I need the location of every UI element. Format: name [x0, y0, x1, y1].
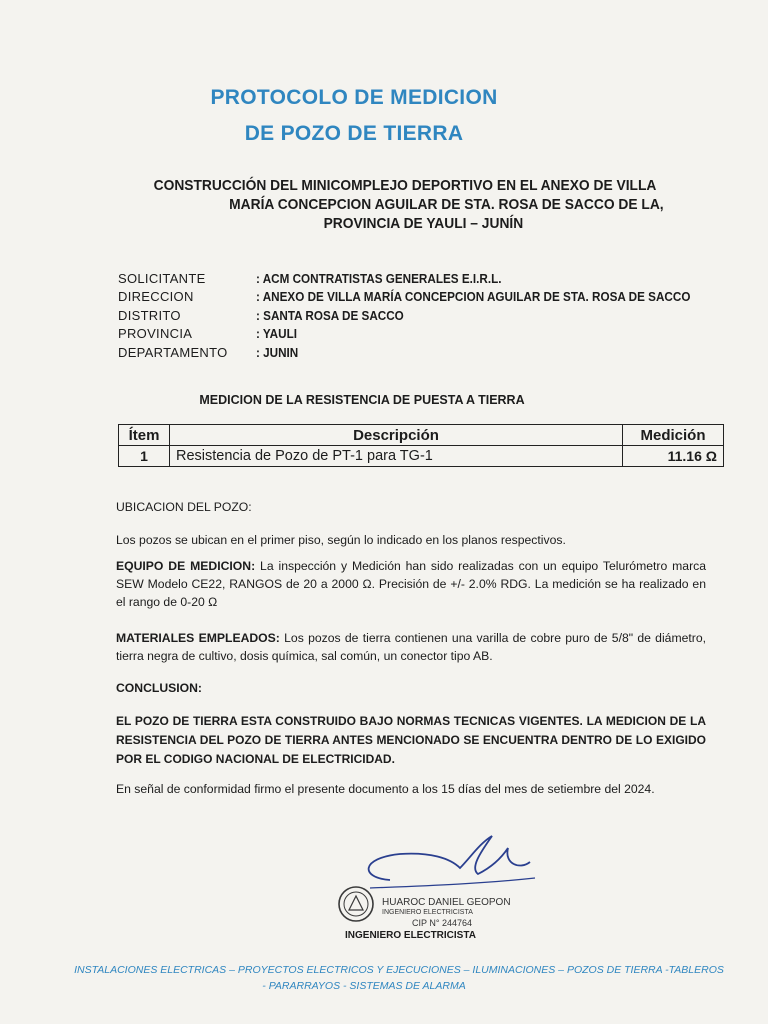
materiales-text: Los pozos de tierra contienen una varilla de cobre puro de 5/8" de diámetro, tierra negra de cultivo, dosis química, sal común, un conector tipo AB. — [116, 631, 706, 663]
column-header-measurement: Medición — [623, 425, 724, 446]
materiales-title: MATERIALES EMPLEADOS: — [116, 631, 280, 645]
equipo-paragraph — [116, 557, 706, 611]
stamp-text — [382, 898, 511, 928]
cell-measurement: 11.16 Ω — [623, 446, 724, 467]
info-label: DISTRITO — [118, 307, 181, 323]
project-line3: PROVINCIA DE YAULI – JUNÍN — [323, 215, 524, 232]
project-name — [88, 176, 723, 233]
stamp-name: HUAROC DANIEL GEOPON — [382, 897, 511, 908]
cell-description: Resistencia de Pozo de PT-1 para TG-1 — [170, 446, 623, 467]
info-row-distrito — [118, 306, 739, 325]
column-header-item: Ítem — [119, 425, 170, 446]
equipo-text: La inspección y Medición han sido realizadas con un equipo Telurómetro marca SEW Modelo CE22, RANGOS de 20 a 2000 Ω. Precisión de +/- 2.0% RDG. La medición se ha realizado en el rango de 0-20 Ω — [116, 559, 706, 609]
footer-line1: INSTALACIONES ELECTRICAS – PROYECTOS ELECTRICOS Y EJECUCIONES – ILUMINACIONES – POZOS DE TIERRA -TABLEROS — [74, 964, 724, 976]
table-row — [119, 446, 724, 467]
project-line2: MARÍA CONCEPCION AGUILAR DE STA. ROSA DE SACCO DE LA, — [229, 196, 664, 213]
conclusion-text: EL POZO DE TIERRA ESTA CONSTRUIDO BAJO NORMAS TECNICAS VIGENTES. LA MEDICION DE LA RESISTENCIA DEL POZO DE TIERRA ANTES MENCIONADO SE ENCUENTRA DENTRO DE LO EXIGIDO POR EL CODIGO NACIONAL DE ELECTRICIDAD. — [116, 714, 706, 766]
stamp-cip: CIP N° 244764 — [412, 918, 472, 928]
measurement-table — [118, 424, 724, 467]
info-value: : YAULI — [256, 326, 297, 342]
document-title-line2: DE POZO DE TIERRA — [244, 122, 464, 145]
footer — [0, 962, 768, 994]
info-value: : ANEXO DE VILLA MARÍA CONCEPCION AGUILAR DE STA. ROSA DE SACCO — [256, 289, 691, 305]
info-block — [118, 269, 739, 362]
document-title-line1: PROTOCOLO DE MEDICION — [210, 86, 498, 109]
conformidad-text: En señal de conformidad firmo el presente documento a los 15 días del mes de setiembre del 2024. — [116, 782, 655, 796]
materiales-paragraph — [116, 629, 706, 665]
info-value: : ACM CONTRATISTAS GENERALES E.I.R.L. — [256, 270, 502, 286]
info-label: SOLICITANTE — [118, 270, 206, 286]
info-label: DEPARTAMENTO — [118, 344, 228, 360]
info-value: : JUNIN — [256, 344, 299, 360]
signature-label: INGENIERO ELECTRICISTA — [345, 930, 476, 941]
ubicacion-text: Los pozos se ubican en el primer piso, según lo indicado en los planos respectivos. — [116, 533, 566, 547]
stamp-role: INGENIERO ELECTRICISTA — [382, 909, 473, 916]
conclusion-title: CONCLUSION: — [116, 681, 202, 695]
equipo-title: EQUIPO DE MEDICION: — [116, 559, 256, 573]
info-value: : SANTA ROSA DE SACCO — [256, 307, 404, 323]
measurement-heading: MEDICION DE LA RESISTENCIA DE PUESTA A TIERRA — [199, 393, 525, 407]
cell-item: 1 — [119, 446, 170, 467]
table-header-row — [119, 425, 724, 446]
project-line1: CONSTRUCCIÓN DEL MINICOMPLEJO DEPORTIVO EN EL ANEXO DE VILLA — [153, 177, 657, 194]
info-label: DIRECCION — [118, 289, 194, 305]
ubicacion-title: UBICACION DEL POZO: — [116, 500, 252, 514]
info-label: PROVINCIA — [118, 326, 193, 342]
column-header-description: Descripción — [170, 425, 623, 446]
info-row-departamento — [118, 343, 739, 362]
info-row-direccion — [118, 288, 739, 307]
info-row-solicitante — [118, 269, 739, 288]
info-row-provincia — [118, 325, 739, 344]
footer-line2: - PARARRAYOS - SISTEMAS DE ALARMA — [262, 980, 466, 992]
